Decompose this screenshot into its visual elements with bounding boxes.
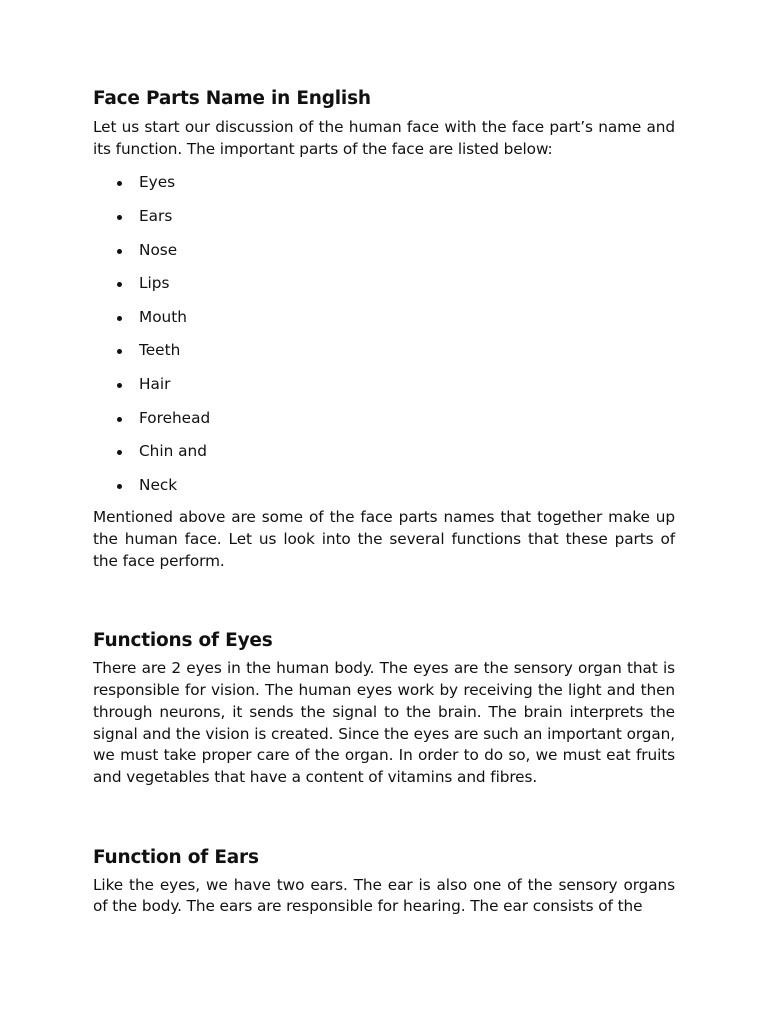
list-item-label: Hair (139, 374, 171, 393)
list-item-label: Eyes (139, 173, 176, 192)
face-parts-list (93, 172, 675, 508)
list-item-label: Chin and (139, 442, 207, 461)
list-item (93, 408, 675, 442)
list-item-label: Teeth (139, 341, 181, 360)
list-item-label: Mouth (139, 307, 187, 326)
list-item (93, 206, 675, 240)
list-item (93, 441, 675, 475)
intro-paragraph: Let us start our discussion of the human face with the face part’s name and its function. The important parts of the face are listed below: (93, 118, 675, 158)
list-item-label: Neck (139, 475, 178, 494)
list-item-label: Lips (139, 274, 170, 293)
heading-functions-of-eyes: Functions of Eyes (93, 630, 273, 652)
bullet-icon (117, 417, 122, 422)
bullet-icon (117, 181, 122, 186)
heading-function-of-ears: Function of Ears (93, 846, 259, 868)
bullet-icon (117, 249, 122, 254)
summary-paragraph: Mentioned above are some of the face parts names that together make up the human face. Let us look into the several functions that these parts of the face perform. (93, 508, 675, 570)
bullet-icon (117, 282, 122, 287)
heading-face-parts: Face Parts Name in English (93, 88, 371, 109)
eyes-paragraph: There are 2 eyes in the human body. The eyes are the sensory organ that is responsible for vision. The human eyes work by receiving the light and then through neurons, it sends the signal to the brain. The brain interprets the signal and the vision is created. Since the eyes are such an important organ, we must take proper care of the organ. In order to do so, we must eat fruits and vegetables that have a content of vitamins and fibres. (93, 659, 675, 786)
list-item (93, 374, 675, 408)
list-item (93, 172, 675, 206)
list-item (93, 475, 675, 509)
list-item (93, 307, 675, 341)
bullet-icon (117, 383, 122, 388)
list-item (93, 340, 675, 374)
bullet-icon (117, 316, 122, 321)
ears-paragraph: Like the eyes, we have two ears. The ear is also one of the sensory organs of the body. The ears are responsible for hearing. The ear consists of the (93, 875, 675, 916)
document-page (93, 86, 675, 918)
bullet-icon (117, 450, 122, 455)
bullet-icon (117, 215, 122, 220)
list-item-label: Ears (139, 207, 173, 225)
list-item (93, 240, 675, 274)
bullet-icon (117, 484, 122, 489)
list-item-label: Nose (139, 240, 178, 259)
list-item-label: Forehead (139, 408, 211, 427)
bullet-icon (117, 349, 122, 354)
list-item (93, 273, 675, 307)
